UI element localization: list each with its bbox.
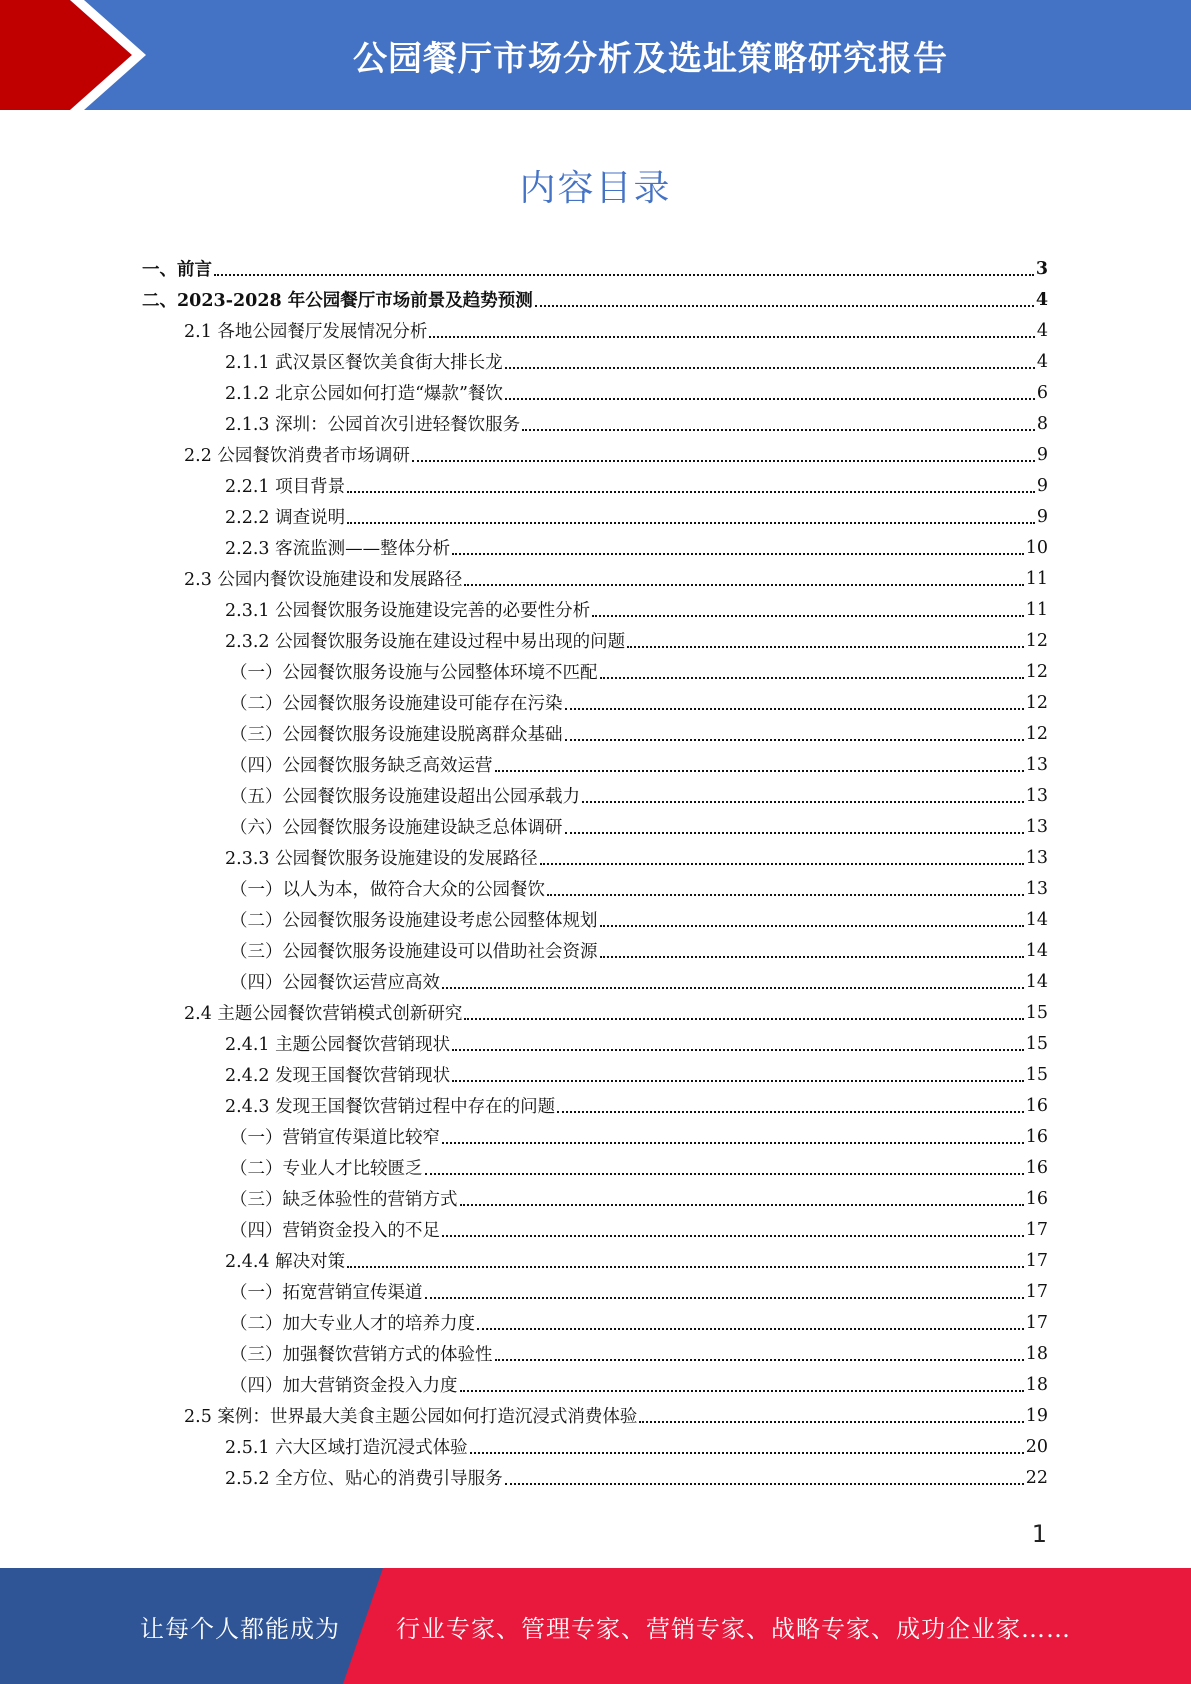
toc-leader-dots <box>214 274 1034 276</box>
toc-entry-page: 14 <box>1025 909 1048 930</box>
toc-leader-dots <box>460 1204 1024 1206</box>
toc-entry[interactable] <box>230 966 1048 997</box>
toc-entry-page: 22 <box>1025 1467 1048 1488</box>
toc-entry[interactable] <box>225 1245 1048 1276</box>
toc-entry[interactable] <box>230 749 1048 780</box>
toc-entry-page: 9 <box>1036 506 1048 527</box>
toc-entry-page: 15 <box>1025 1002 1048 1023</box>
toc-entry[interactable] <box>225 346 1048 377</box>
toc-leader-dots <box>505 367 1035 369</box>
toc-leader-dots <box>460 1390 1024 1392</box>
toc-entry-label: 2.4.4 解决对策 <box>225 1252 346 1272</box>
toc-leader-dots <box>442 987 1024 989</box>
toc-entry[interactable] <box>230 780 1048 811</box>
toc-entry-page: 20 <box>1025 1436 1048 1457</box>
toc-entry-page: 12 <box>1025 723 1048 744</box>
toc-entry-label: 2.4.3 发现王国餐饮营销过程中存在的问题 <box>225 1097 556 1117</box>
toc-leader-dots <box>522 429 1035 431</box>
toc-leader-dots <box>425 1297 1024 1299</box>
toc-entry-label: （四）加大营销资金投入力度 <box>230 1376 458 1396</box>
toc-entry[interactable] <box>225 1090 1048 1121</box>
toc-entry-label: 2.5.2 全方位、贴心的消费引导服务 <box>225 1469 503 1489</box>
toc-entry-page: 15 <box>1025 1064 1048 1085</box>
page-number: 1 <box>1031 1520 1047 1548</box>
toc-entry-page: 10 <box>1025 537 1048 558</box>
toc-entry[interactable] <box>225 1028 1048 1059</box>
toc-leader-dots <box>442 1142 1024 1144</box>
toc-leader-dots <box>565 739 1024 741</box>
toc-entry[interactable] <box>142 253 1048 284</box>
toc-entry-page: 13 <box>1025 847 1048 868</box>
toc-entry-label: 2.4.2 发现王国餐饮营销现状 <box>225 1066 451 1086</box>
toc-entry-label: （一）营销宣传渠道比较窄 <box>230 1128 440 1148</box>
toc-entry-page: 13 <box>1025 878 1048 899</box>
toc-entry-label: 2.5.1 六大区域打造沉浸式体验 <box>225 1438 468 1458</box>
toc-leader-dots <box>565 708 1024 710</box>
toc-entry-page: 17 <box>1025 1250 1048 1271</box>
toc-entry-page: 11 <box>1025 568 1048 589</box>
toc-entry-page: 15 <box>1025 1033 1048 1054</box>
toc-entry-label: （一）公园餐饮服务设施与公园整体环境不匹配 <box>230 663 598 683</box>
toc-entry-page: 16 <box>1025 1095 1048 1116</box>
toc-entry[interactable] <box>230 935 1048 966</box>
toc-entry[interactable] <box>184 563 1048 594</box>
toc-entry-label: 2.1.3 深圳：公园首次引进轻餐饮服务 <box>225 415 521 435</box>
toc-leader-dots <box>452 1049 1024 1051</box>
toc-leader-dots <box>464 1018 1023 1020</box>
toc-leader-dots <box>505 398 1035 400</box>
toc-entry-page: 16 <box>1025 1188 1048 1209</box>
toc-leader-dots <box>600 677 1024 679</box>
toc-entry-page: 4 <box>1036 320 1048 341</box>
toc-entry-label: （三）公园餐饮服务设施建设可以借助社会资源 <box>230 942 598 962</box>
toc-entry-label: （三）缺乏体验性的营销方式 <box>230 1190 458 1210</box>
toc-leader-dots <box>429 336 1034 338</box>
toc-leader-dots <box>565 832 1024 834</box>
footer-banner <box>0 1568 1191 1684</box>
toc-entry-label: （一）拓宽营销宣传渠道 <box>230 1283 423 1303</box>
toc-entry[interactable] <box>230 873 1048 904</box>
toc-leader-dots <box>627 646 1024 648</box>
toc-entry-page: 3 <box>1035 258 1048 279</box>
toc-entry-page: 13 <box>1025 754 1048 775</box>
toc-entry-label: 2.1.1 武汉景区餐饮美食街大排长龙 <box>225 353 503 373</box>
toc-entry-page: 8 <box>1036 413 1048 434</box>
footer-slogan-right: 行业专家、管理专家、营销专家、战略专家、成功企业家…… <box>396 1614 1071 1643</box>
toc-leader-dots <box>464 584 1023 586</box>
toc-entry-label: 2.5 案例：世界最大美食主题公园如何打造沉浸式消费体验 <box>184 1407 638 1427</box>
toc-leader-dots <box>347 1266 1024 1268</box>
toc-entry[interactable] <box>230 1214 1048 1245</box>
toc-entry-label: （四）公园餐饮运营应高效 <box>230 973 440 993</box>
toc-entry-label: （三）公园餐饮服务设施建设脱离群众基础 <box>230 725 563 745</box>
toc-entry-label: 2.3.3 公园餐饮服务设施建设的发展路径 <box>225 849 538 869</box>
toc-entry-label: （三）加强餐饮营销方式的体验性 <box>230 1345 493 1365</box>
toc-entry[interactable] <box>230 1121 1048 1152</box>
toc-entry-label: （二）公园餐饮服务设施建设可能存在污染 <box>230 694 563 714</box>
toc-entry[interactable] <box>230 718 1048 749</box>
toc-entry-page: 16 <box>1025 1157 1048 1178</box>
toc-leader-dots <box>505 1483 1024 1485</box>
toc-entry-page: 13 <box>1025 816 1048 837</box>
toc-entry-label: 2.4.1 主题公园餐饮营销现状 <box>225 1035 451 1055</box>
toc-entry-label: 一、前言 <box>142 260 212 280</box>
toc-entry-page: 4 <box>1036 351 1048 372</box>
toc-entry-label: （二）专业人才比较匮乏 <box>230 1159 423 1179</box>
toc-entry[interactable] <box>225 625 1048 656</box>
toc-entry[interactable] <box>225 594 1048 625</box>
toc-entry-page: 12 <box>1025 692 1048 713</box>
toc-entry-label: （二）公园餐饮服务设施建设考虑公园整体规划 <box>230 911 598 931</box>
toc-leader-dots <box>592 615 1024 617</box>
toc-entry-page: 4 <box>1035 289 1048 310</box>
toc-entry-page: 17 <box>1025 1219 1048 1240</box>
toc-entry-label: 2.1.2 北京公园如何打造“爆款”餐饮 <box>225 384 503 404</box>
toc-entry-label: （一）以人为本，做符合大众的公园餐饮 <box>230 880 545 900</box>
toc-entry-label: （二）加大专业人才的培养力度 <box>230 1314 475 1334</box>
toc-entry[interactable] <box>230 1369 1048 1400</box>
toc-entry[interactable] <box>184 315 1048 346</box>
toc-leader-dots <box>600 956 1024 958</box>
toc-leader-dots <box>452 553 1024 555</box>
toc-entry[interactable] <box>225 1462 1048 1493</box>
toc-entry-page: 14 <box>1025 940 1048 961</box>
toc-entry[interactable] <box>225 1059 1048 1090</box>
toc-entry-label: 2.2 公园餐饮消费者市场调研 <box>184 446 410 466</box>
toc-entry[interactable] <box>225 532 1048 563</box>
toc-entry-label: （四）公园餐饮服务缺乏高效运营 <box>230 756 493 776</box>
toc-entry-label: 2.3.2 公园餐饮服务设施在建设过程中易出现的问题 <box>225 632 626 652</box>
toc-leader-dots <box>347 491 1035 493</box>
toc-entry[interactable] <box>230 1338 1048 1369</box>
toc-entry[interactable] <box>230 1183 1048 1214</box>
header-title: 公园餐厅市场分析及选址策略研究报告 <box>353 38 948 79</box>
toc-entry[interactable] <box>225 501 1048 532</box>
toc-entry-label: 2.2.1 项目背景 <box>225 477 346 497</box>
toc-entry-label: （五）公园餐饮服务设施建设超出公园承载力 <box>230 787 580 807</box>
toc-leader-dots <box>535 305 1034 307</box>
toc-entry-label: （六）公园餐饮服务设施建设缺乏总体调研 <box>230 818 563 838</box>
toc-entry[interactable] <box>230 1152 1048 1183</box>
toc-entry-page: 6 <box>1036 382 1048 403</box>
toc-leader-dots <box>425 1173 1024 1175</box>
toc-entry-label: 2.1 各地公园餐厅发展情况分析 <box>184 322 428 342</box>
toc-entry-page: 9 <box>1036 444 1048 465</box>
toc-entry-page: 17 <box>1025 1281 1048 1302</box>
toc-entry[interactable] <box>230 656 1048 687</box>
toc-entry[interactable] <box>230 1307 1048 1338</box>
toc-entry[interactable] <box>225 1431 1048 1462</box>
toc-entry-page: 11 <box>1025 599 1048 620</box>
toc-entry-label: 2.3.1 公园餐饮服务设施建设完善的必要性分析 <box>225 601 591 621</box>
toc-leader-dots <box>477 1328 1024 1330</box>
toc-leader-dots <box>495 1359 1024 1361</box>
toc-entry-page: 14 <box>1025 971 1048 992</box>
header-banner <box>0 0 1191 110</box>
footer-slogan-left: 让每个人都能成为 <box>140 1614 340 1643</box>
toc-leader-dots <box>600 925 1024 927</box>
toc-entry-page: 18 <box>1025 1374 1048 1395</box>
toc-entry[interactable] <box>230 687 1048 718</box>
toc-title: 内容目录 <box>519 168 672 209</box>
toc-entry-page: 19 <box>1025 1405 1048 1426</box>
toc-entry-label: 2.4 主题公园餐饮营销模式创新研究 <box>184 1004 463 1024</box>
toc-leader-dots <box>442 1235 1024 1237</box>
toc-entry[interactable] <box>230 1276 1048 1307</box>
toc-entry[interactable] <box>142 284 1048 315</box>
toc-entry-label: 2.3 公园内餐饮设施建设和发展路径 <box>184 570 463 590</box>
toc-entry[interactable] <box>225 470 1048 501</box>
toc-entry[interactable] <box>225 408 1048 439</box>
toc-entry-page: 12 <box>1025 630 1048 651</box>
toc-entry-page: 9 <box>1036 475 1048 496</box>
toc-entry-label: 2.2.3 客流监测——整体分析 <box>225 539 451 559</box>
toc-entry-label: 二、2023-2028 年公园餐厅市场前景及趋势预测 <box>142 291 533 311</box>
toc-leader-dots <box>557 1111 1024 1113</box>
toc-leader-dots <box>412 460 1035 462</box>
toc-entry[interactable] <box>225 842 1048 873</box>
toc-entry-page: 17 <box>1025 1312 1048 1333</box>
toc-entry[interactable] <box>225 377 1048 408</box>
toc-entry[interactable] <box>230 904 1048 935</box>
toc-entry-page: 16 <box>1025 1126 1048 1147</box>
toc-leader-dots <box>347 522 1035 524</box>
toc-entry-label: 2.2.2 调查说明 <box>225 508 346 528</box>
toc-entry-page: 12 <box>1025 661 1048 682</box>
toc-entry-page: 13 <box>1025 785 1048 806</box>
toc-leader-dots <box>547 894 1024 896</box>
toc-entry[interactable] <box>184 997 1048 1028</box>
toc-leader-dots <box>582 801 1024 803</box>
toc-entry-label: （四）营销资金投入的不足 <box>230 1221 440 1241</box>
toc-leader-dots <box>470 1452 1024 1454</box>
toc-entry[interactable] <box>184 1400 1048 1431</box>
toc-leader-dots <box>639 1421 1023 1423</box>
toc-entry[interactable] <box>184 439 1048 470</box>
toc-leader-dots <box>495 770 1024 772</box>
toc-leader-dots <box>540 863 1024 865</box>
toc-leader-dots <box>452 1080 1024 1082</box>
toc-entry-page: 18 <box>1025 1343 1048 1364</box>
toc-entry[interactable] <box>230 811 1048 842</box>
